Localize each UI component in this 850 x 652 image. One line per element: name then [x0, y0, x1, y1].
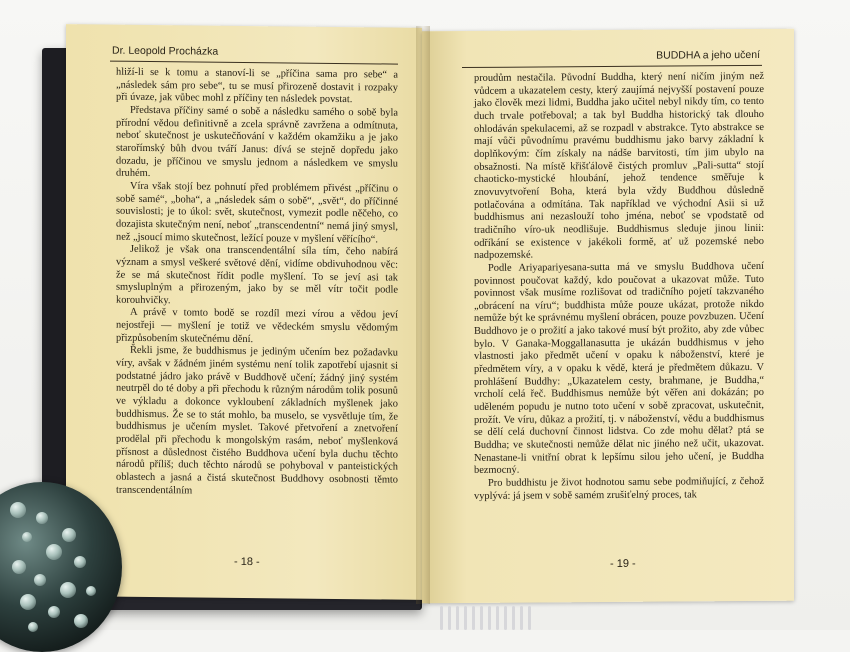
paragraph: Představa příčiny samé o sobě a následku samého o sobě byla přírodní vědou definitivně a zcela správně zavržena a odmítnuta, neboť skutečnost je uskutečňování v každém okamžiku a je jako starořímský bůh dvou tváří Janus: dívá se stejně dopředu jako dozadu, je příčinou ve smyslu jednom a následkem ve smyslu druhém.: [116, 104, 398, 180]
paragraph: Pro buddhistu je život hodnotou samu sebe podmiňující, z čehož vyplývá: já jsem v sobě samém zrušiťelný proces, tak: [474, 475, 764, 502]
right-running-head: BUDDHA a jeho učení: [656, 48, 760, 62]
paragraph: proudům nestačila. Původní Buddha, který není ničím jiným než vůdcem a ukazatelem cesty, který zaujímá nejvyšší postavení pouze jako člověk mezi lidmi, Buddha jako učitel nebyl nikdy tím, co tento duch trvale potřeboval; a tak byl Buddha historický tak dlouho ohlodáván spekulacemi, až se rozpadl v abstrakce. Tyto abstrakce se mají vůči původnímu pravému buddhismu jako barvy základní k doplňkovým: čím získaly na nádše barvitosti, tím jim ubylo na obsažnosti. Na místě křišťálově čistých promluv „Pali-sutta“ stojí chaoticko-mystické hloubání, jehož tendence směřuje k znovuvytvoření Boha, která byla vždy Buddhou důsledně potlačována a odmítána. Tak například ve východní Asii si už buddhismus ani nezaslouží toho jména, neboť se vpodstatě od tradičního víro-uk neodlišuje. Buddhismus sleduje jinou linii: odříkání se existence v jakékoli formě, ať už pozemské nebo nadpozemské.: [474, 70, 764, 262]
paragraph: Podle Ariyapariyesana-sutta má ve smyslu Buddhova učení povinnost poučovat každý, kdo poučovat a ukazovat může. Tuto povinnost však musíme rozlišovat od tradičního pojetí takzvaného „obrácení na víru“; buddhista může pouze ukázat, protože nikdo nemůže být ke správnému myšlení obrácen, pouze povzbuzen. Učení Buddhovo je o prožití a jako takové musí být prožito, aby zde vůbec bylo. V Ganaka-Moggallanasutta je ukázán buddhismus v jeho vlastnosti jako předmět učení v opaku k náboženství, které je předmětem víry, a v opaku k vědě, která je předmětem důkazu. V prohlášení Buddhy: „Ukazatelem cesty, brahmane, je Buddha,“ vrcholí celá řeč. Buddhismus nemůže být věřen ani dokázán; po uděleném popudu je nutno toto učení v sobě zpracovat, uskutečnit, prožít. Ve víru, důkaz a prožití, tj. v náboženství, vědu a buddhismus se dělí celá duchovní činnost lidstva. Co zde mohu dělat? ptá se Buddha; ve skutečnosti nemůže dělat nic jiného než učit, ukazovat. Nenastane-li vnitřní obrat k lepšímu silou jeho učení, je Buddha bezmocný.: [474, 260, 764, 477]
paragraph: hliží-li se k tomu a stanoví-li se „příčina sama pro sebe“ a „následek sám pro sebe“, tu se musí přirozeně dostavit i rozpaky při úvaze, jak vůbec mohl z příčiny ten následek povstat.: [116, 66, 398, 106]
paragraph: Víra však stojí bez pohnutí před problémem přivést „příčinu o sobě samé“, „boha“, a „následek sám o sobě“, „svět“, do příčinné souvislosti; je to úkol: svět, skutečnost, vymezit podle něčeho, co dozajista skutečným není, neboť „transcendentní“ nemá jiný smysl, než „jsoucí mimo skutečnost, ležící pouze v myšlení věřícího“.: [116, 180, 398, 245]
left-page: [66, 24, 422, 600]
right-head-rule: [462, 65, 762, 68]
paragraph: Jelikož je však ona transcendentální síla tím, čeho nabírá význam a smysl veškeré světové dění, vidíme obdivuhodnou věc: že se má skutečnost řídit podle myšlení. To se jeví asi tak smysluplným a přirozeným, jako by se měl vítr točit podle korouhvičky.: [116, 243, 398, 307]
right-page-number: - 19 -: [610, 557, 636, 570]
left-page-number: - 18 -: [234, 555, 260, 569]
paragraph: Řekli jsme, že buddhismus je jediným učením bez požadavku víry, avšak v žádném jiném systému není tolik zapotřebí ujasnit si podstatné jádro jako právě v Buddhově učení; žádný jiný systém neutrpěl do té doby a při přechodu k různým národům tolik posunů ve výkladu a dokonce vykloubení základních myšlenek jako buddhismus. Že se to stát mohlo, ba muselo, se vysvětluje tím, že buddhismus je učením myslet. Takové přetvoření a znetvoření prodělal při přechodu k mongolským rasám, neboť myšlenková přísnost a důslednost čistého Buddhova učení byla duchu těchto národů příliš; duch těchto národů se pohyboval v panteistických oblastech a jasná a čistá skutečnost Buddhovy osobnosti těmto transcendentálním: [116, 345, 398, 497]
left-head-rule: [110, 61, 398, 65]
bookmark-tassel: [430, 606, 550, 630]
right-page-text: [474, 71, 764, 503]
book-gutter-shadow: [416, 26, 430, 604]
left-running-head: Dr. Leopold Procházka: [112, 44, 219, 58]
paragraph: A právě v tomto bodě se rozdíl mezi vírou a vědou jeví nejostřeji — myšlení je totiž ve vědeckém smyslu vědomým přizpůsobením skutečnému dění.: [116, 307, 398, 345]
left-page-text: [116, 67, 398, 500]
right-page: [422, 29, 794, 604]
